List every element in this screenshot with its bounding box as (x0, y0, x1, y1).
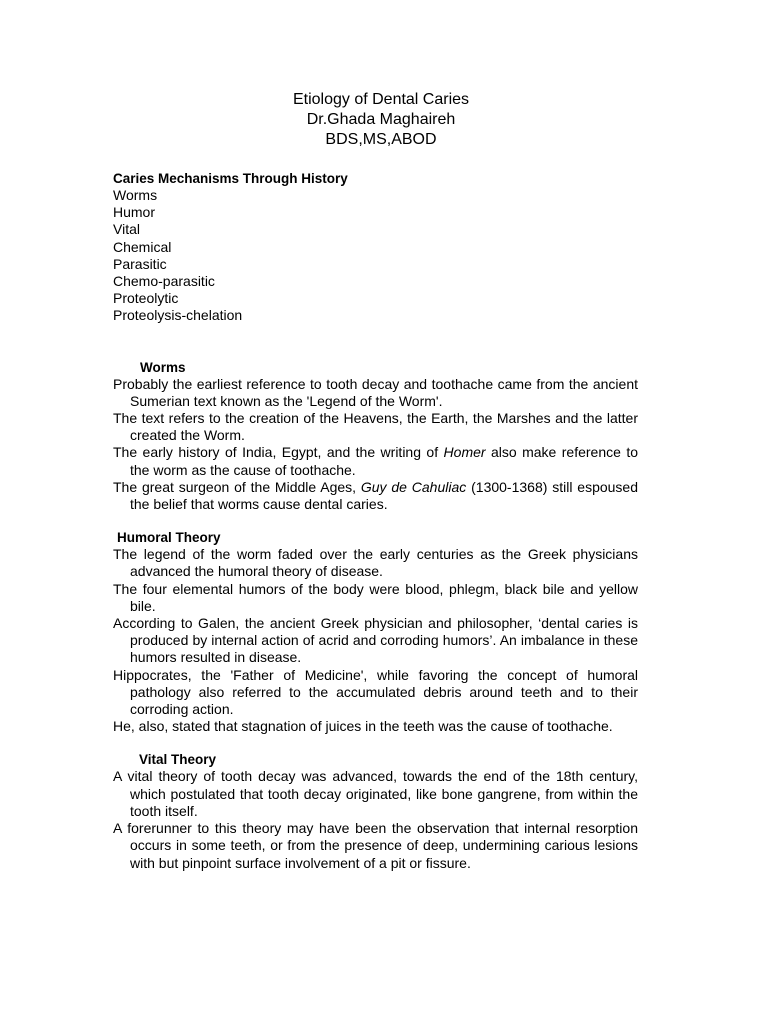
paragraph: A vital theory of tooth decay was advanced, towards the end of the 18th century, which postulated that tooth decay originated, like bone gangrene, from within the tooth itself. (113, 768, 638, 819)
humoral-section (113, 546, 638, 735)
paragraph: The legend of the worm faded over the early centuries as the Greek physicians advanced the humoral theory of disease. (113, 546, 638, 580)
list-item: Proteolysis-chelation (113, 307, 243, 324)
vital-section (113, 768, 638, 871)
vital-heading: Vital Theory (139, 752, 217, 768)
list-item: Proteolytic (113, 290, 179, 307)
text-run: The great surgeon of the Middle Ages, (113, 478, 361, 495)
worms-section (113, 376, 638, 514)
list-item: Chemical (113, 238, 172, 255)
document-title: Etiology of Dental Caries (292, 91, 470, 108)
worms-heading: Worms (140, 359, 186, 375)
text-run: also make reference to the worm as the cause of toothache. (130, 444, 639, 478)
text-run: (1300-1368) still espoused the belief that worms cause dental caries. (130, 478, 638, 513)
document-title-block (141, 90, 621, 150)
text-run: The early history of India, Egypt, and the writing of (113, 444, 444, 461)
author-credentials: BDS,MS,ABOD (325, 131, 437, 148)
list-item: Humor (113, 204, 156, 221)
paragraph: The four elemental humors of the body were blood, phlegm, black bile and yellow bile. (113, 580, 638, 614)
paragraph: Probably the earliest reference to tooth decay and toothache came from the ancient Sumerian text known as the 'Legend of the Worm'. (113, 375, 638, 409)
list-item: Chemo-parasitic (113, 273, 215, 290)
mechanisms-list (113, 187, 638, 325)
list-item: Parasitic (113, 255, 167, 272)
paragraph (113, 479, 638, 513)
paragraph: The text refers to the creation of the Heavens, the Earth, the Marshes and the latter created the Worm. (113, 410, 638, 444)
humoral-heading: Humoral Theory (117, 530, 221, 546)
emphasis-guy-de-cahuliac: Guy de Cahuliac (360, 478, 467, 495)
list-item: Worms (113, 187, 158, 203)
document-page (113, 90, 638, 872)
emphasis-homer: Homer (443, 444, 486, 461)
paragraph: Hippocrates, the 'Father of Medicine', while favoring the concept of humoral pathology also referred to the accumulated debris around teeth and to their corroding action. (113, 666, 638, 718)
list-item: Vital (113, 221, 140, 238)
paragraph: According to Galen, the ancient Greek physician and philosopher, ‘dental caries is produced by internal action of acrid and corroding humors’. An imbalance in these humors resulted in disease. (113, 615, 638, 666)
paragraph (113, 444, 638, 478)
paragraph: He, also, stated that stagnation of juices in the teeth was the cause of toothache. (113, 718, 613, 735)
document-author: Dr.Ghada Maghaireh (306, 111, 456, 128)
mechanisms-heading: Caries Mechanisms Through History (113, 171, 348, 186)
paragraph: A forerunner to this theory may have been the observation that internal resorption occurs in some teeth, or from the presence of deep, undermining carious lesions with but pinpoint surface involvement of a pit or fissure. (113, 820, 638, 871)
